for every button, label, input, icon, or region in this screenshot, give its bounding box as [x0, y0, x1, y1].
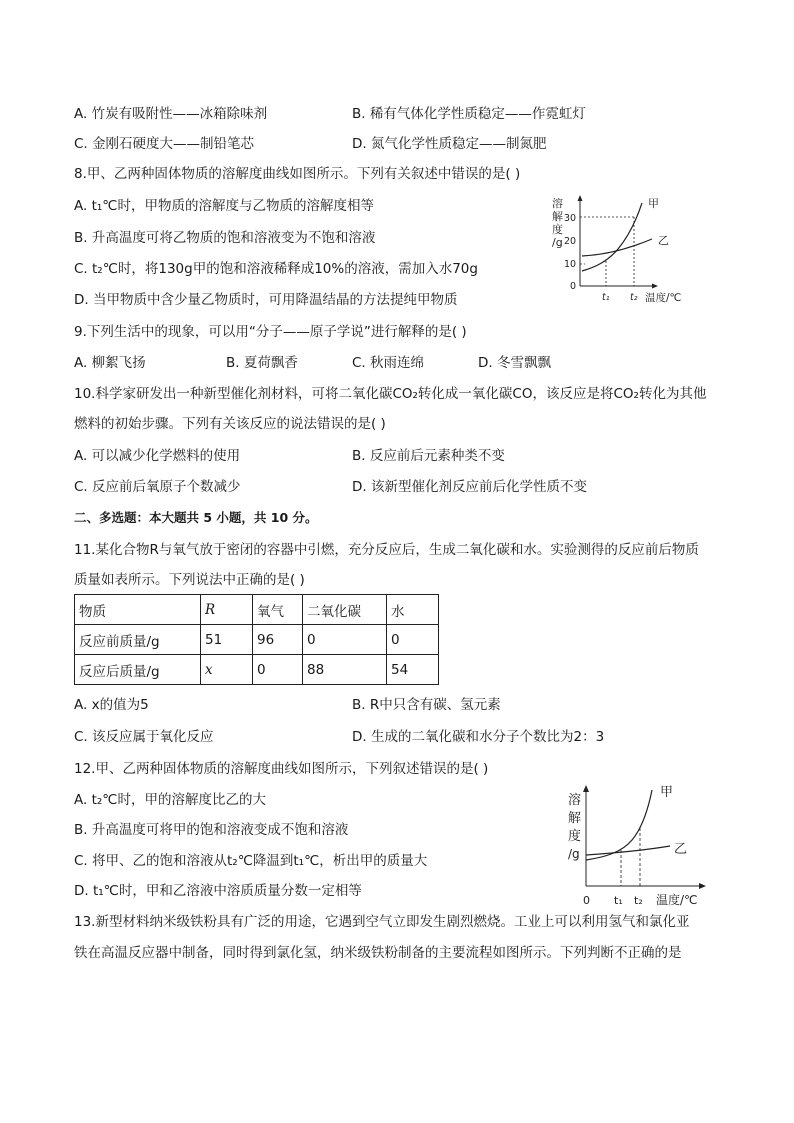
q12-graph-y-arrow: [583, 785, 589, 792]
q10-stem-line-1: 10.科学家研发出一种新型催化剂材料，可将二氧化碳CO₂转化成一氧化碳CO，该反应是将CO₂转化为其他: [74, 386, 707, 402]
q8-stem: 8.甲、乙两种固体物质的溶解度曲线如图所示。下列有关叙述中错误的是( ): [74, 166, 521, 182]
q8-graph-ylabel-4: /g: [552, 236, 563, 249]
q8-graph-label-yi: 乙: [658, 234, 669, 247]
q10-option-c: C. 反应前后氧原子个数减少: [74, 479, 241, 495]
q10-option-b: B. 反应前后元素种类不变: [352, 448, 505, 464]
q9-stem: 9.下列生活中的现象，可以用“分子——原子学说”进行解释的是( ): [74, 324, 467, 340]
q8-solubility-graph: [548, 193, 698, 305]
q10-stem-line-2: 燃料的初始步骤。下列有关该反应的说法错误的是( ): [74, 416, 386, 432]
q12-option-c: C. 将甲、乙的饱和溶液从t₂℃降温到t₁℃，析出甲的质量大: [74, 853, 428, 869]
q7-option-d: D. 氮气化学性质稳定——制氮肥: [352, 136, 547, 152]
q12-graph-origin: 0: [583, 894, 590, 907]
q8-option-d: D. 当甲物质中含少量乙物质时，可用降温结晶的方法提纯甲物质: [74, 292, 458, 308]
table-cell: 96: [253, 625, 303, 655]
q9-option-c: C. 秋雨连绵: [352, 355, 425, 371]
table-row: [75, 655, 439, 685]
q12-graph-xtick-t1: t₁: [614, 894, 623, 907]
table-header-cell: 物质: [75, 595, 201, 625]
table-cell: 反应后质量/g: [75, 655, 201, 685]
q9-option-b: B. 夏荷飘香: [226, 355, 298, 371]
q9-option-a: A. 柳絮飞扬: [74, 355, 146, 371]
table-cell: x: [201, 655, 253, 685]
q12-option-a: A. t₂℃时，甲的溶解度比乙的大: [74, 792, 266, 808]
q11-option-c: C. 该反应属于氧化反应: [74, 729, 214, 745]
q7-option-b: B. 稀有气体化学性质稳定——作霓虹灯: [352, 106, 586, 122]
section-2-heading: 二、多选题：本大题共 5 小题，共 10 分。: [74, 510, 318, 525]
q8-option-c: C. t₂℃时，将130g甲的饱和溶液稀释成10%的溶液，需加入水70g: [74, 261, 478, 277]
q8-graph-ylabel-2: 解: [552, 210, 563, 223]
table-header-cell: 氧气: [253, 595, 303, 625]
table-cell: 反应前质量/g: [75, 625, 201, 655]
q8-curve-yi: [582, 239, 652, 256]
q11-stem-line-2: 质量如表所示。下列说法中正确的是( ): [74, 572, 305, 588]
q12-stem: 12.甲、乙两种固体物质的溶解度曲线如图所示，下列叙述错误的是( ): [74, 761, 489, 777]
q8-graph-ytick-10: 10: [564, 259, 577, 270]
q8-option-b: B. 升高温度可将乙物质的饱和溶液变为不饱和溶液: [74, 230, 376, 246]
q11-option-b: B. R中只含有碳、氢元素: [352, 697, 501, 713]
q8-graph-y-arrow: [578, 195, 583, 201]
q13-stem-line-1: 13.新型材料纳米级铁粉具有广泛的用途，它遇到空气立即发生剧烈燃烧。工业上可以利用氢气和氯化亚: [74, 914, 690, 930]
q12-graph-ylabel-2: 解: [568, 811, 582, 826]
q12-graph-x-arrow: [699, 883, 706, 889]
q8-graph-x-arrow: [652, 284, 658, 289]
q12-graph-ylabel-3: 度: [568, 829, 582, 844]
table-row: [75, 625, 439, 655]
table-header-cell: 二氧化碳: [303, 595, 387, 625]
q11-stem-line-1: 11.某化合物R与氧气放于密闭的容器中引燃，充分反应后，生成二氧化碳和水。实验测得的反应前后物质: [74, 542, 699, 558]
q11-option-d: D. 生成的二氧化碳和水分子个数比为2：3: [352, 729, 605, 745]
q8-graph-ytick-0: 0: [570, 281, 577, 292]
q12-graph-xlabel: 温度/℃: [656, 893, 698, 907]
q12-solubility-graph: [566, 780, 716, 910]
q10-option-d: D. 该新型催化剂反应前后化学性质不变: [352, 479, 587, 495]
q12-curve-yi: [586, 846, 670, 855]
q12-graph-ylabel-4: /g: [568, 847, 580, 861]
table-header-cell: 水: [387, 595, 439, 625]
q8-graph-xtick-t1: t₁: [602, 292, 610, 303]
q12-option-b: B. 升高温度可将甲的饱和溶液变成不饱和溶液: [74, 822, 349, 838]
q8-graph-label-jia: 甲: [648, 197, 659, 210]
q7-option-c: C. 金刚石硬度大——制铅笔芯: [74, 136, 255, 152]
q8-option-a: A. t₁℃时，甲物质的溶解度与乙物质的溶解度相等: [74, 198, 374, 214]
table-header-cell: R: [201, 595, 253, 625]
table-header-row: [75, 595, 439, 625]
q8-graph-ylabel-1: 溶: [552, 197, 563, 210]
table-cell: 0: [253, 655, 303, 685]
q12-graph-ylabel-1: 溶: [568, 793, 582, 808]
q12-graph-label-jia: 甲: [660, 785, 674, 800]
table-cell: 54: [387, 655, 439, 685]
q8-graph-ytick-30: 30: [564, 213, 577, 224]
q11-option-a: A. x的值为5: [74, 697, 149, 713]
q7-option-a: A. 竹炭有吸附性——冰箱除味剂: [74, 106, 268, 122]
q13-stem-line-2: 铁在高温反应器中制备，同时得到氯化氢，纳米级铁粉制备的主要流程如图所示。下列判断不正确的是: [74, 945, 682, 961]
table-cell: 0: [387, 625, 439, 655]
table-cell: 51: [201, 625, 253, 655]
table-cell: 0: [303, 625, 387, 655]
q11-data-table: [74, 594, 439, 685]
q9-option-d: D. 冬雪飘飘: [478, 355, 551, 371]
q8-curve-jia: [582, 203, 642, 271]
q10-option-a: A. 可以减少化学燃料的使用: [74, 448, 241, 464]
q8-graph-ylabel-3: 度: [552, 223, 563, 236]
table-cell: 88: [303, 655, 387, 685]
q8-graph-xlabel: 温度/℃: [645, 292, 682, 304]
q8-graph-xtick-t2: t₂: [630, 292, 638, 303]
q12-graph-xtick-t2: t₂: [634, 894, 643, 907]
q12-graph-label-yi: 乙: [674, 842, 688, 857]
q8-graph-ytick-20: 20: [564, 236, 577, 247]
q12-option-d: D. t₁℃时，甲和乙溶液中溶质质量分数一定相等: [74, 883, 362, 899]
